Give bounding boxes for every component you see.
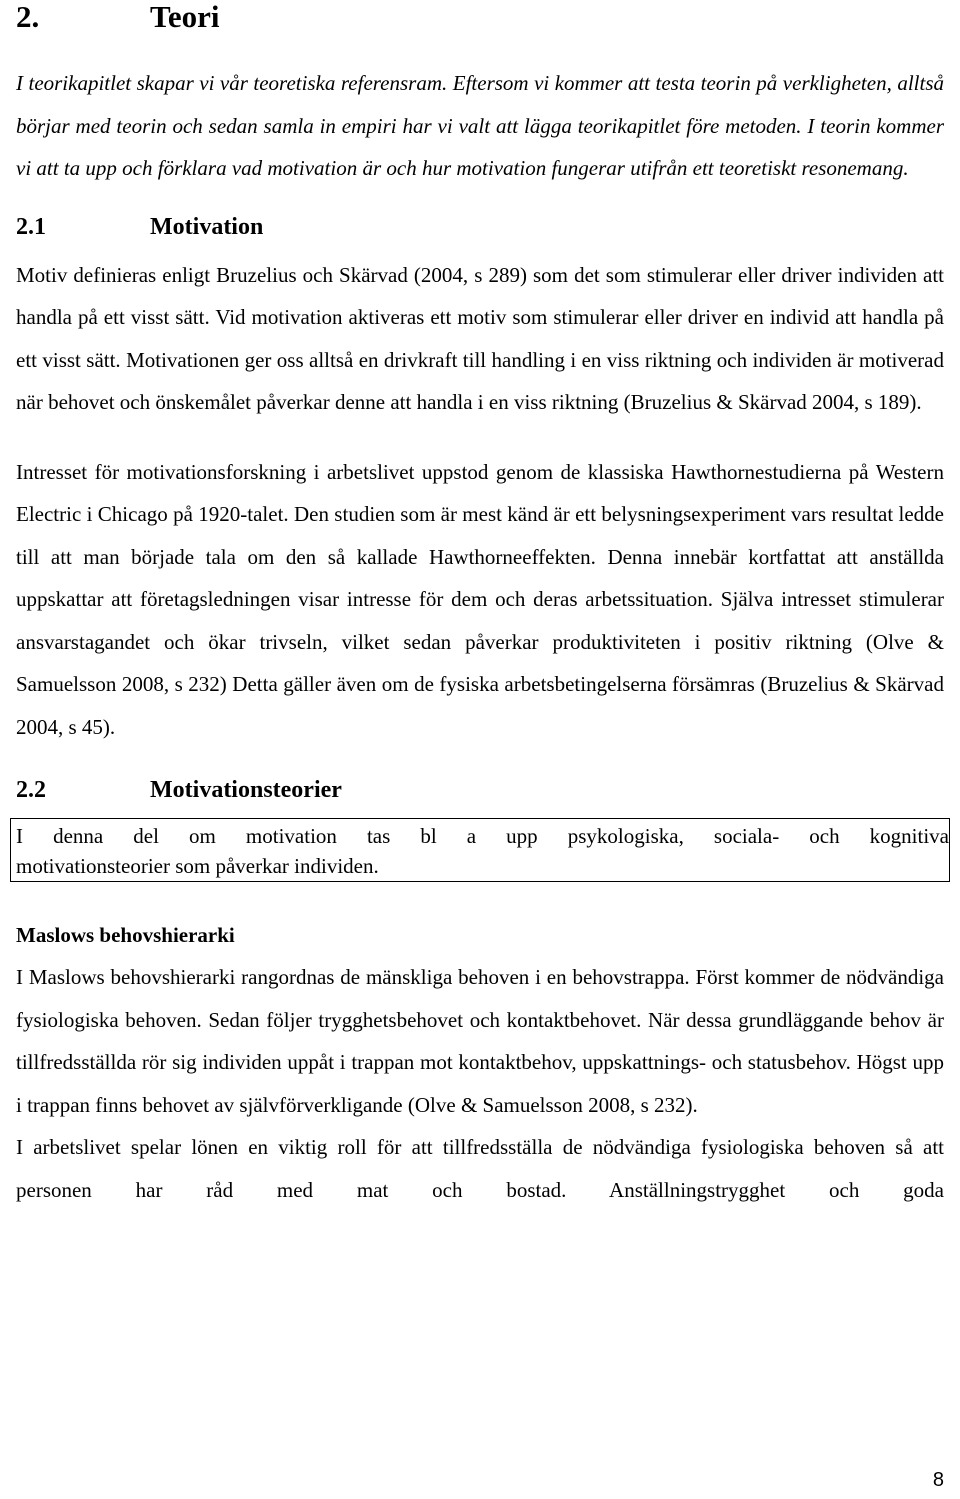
section-number: 2.2 (16, 777, 46, 803)
section-title: Motivationsteorier (150, 777, 342, 803)
paragraph-motiv-definition: Motiv definieras enligt Bruzelius och Skärvad (2004, s 289) som det som stimulerar eller driver individen att handla på ett visst sätt. Vid motivation aktiveras ett motiv som stimulerar eller driver en individ att handla på ett visst sätt. Motivationen ger oss alltså en drivkraft till handling i en viss riktning och individen är motiverad när behovet och önskemålet påverkar denne att handla i en viss riktning (Bruzelius & Skärvad 2004, s 189). (16, 262, 944, 414)
section-heading-2-2 (16, 775, 944, 805)
boxed-summary (10, 818, 950, 882)
page-number: 8 (932, 1469, 944, 1491)
boxed-line: I denna del om motivation tas bl a upp psykologiska, sociala- och kognitiva (16, 824, 949, 848)
boxed-line: motivationsteorier som påverkar individen. (16, 854, 379, 878)
chapter-heading (16, 0, 944, 34)
subheading-maslow: Maslows behovshierarki (16, 923, 235, 947)
section-heading-2-1 (16, 212, 944, 242)
document-page (16, 0, 949, 1211)
chapter-number: 2. (16, 0, 40, 34)
paragraph-lonen: I arbetslivet spelar lönen en viktig roll för att tillfredsställa de nödvändiga fysiologiska behoven så att personen har råd med mat och bostad. Anställningstrygghet och goda (16, 1135, 944, 1202)
section-title: Motivation (150, 213, 264, 240)
section-number: 2.1 (16, 213, 46, 240)
chapter-title: Teori (150, 0, 220, 34)
chapter-intro: I teorikapitlet skapar vi vår teoretiska referensram. Eftersom vi kommer att testa teorin på verkligheten, alltså börjar med teorin och sedan samla in empiri har vi valt att lägga teorikapitlet före metoden. I teorin kommer vi att ta upp och förklara vad motivation är och hur motivation fungerar utifrån ett teoretiskt resonemang. (16, 71, 944, 180)
paragraph-maslow: I Maslows behovshierarki rangordnas de mänskliga behoven i en behovstrappa. Först kommer de nödvändiga fysiologiska behoven. Sedan följer trygghetsbehovet och kontaktbehovet. När dessa grundläggande behov är tillfredsställda rör sig individen uppåt i trappan mot kontaktbehov, uppskattnings- och statusbehov. Högst upp i trappan finns behovet av självförverkligande (Olve & Samuelsson 2008, s 232). (16, 965, 944, 1117)
paragraph-hawthorne: Intresset för motivationsforskning i arbetslivet uppstod genom de klassiska Hawthornestudierna på Western Electric i Chicago på 1920-talet. Den studien som är mest känd är ett belysningsexperiment vars resultat ledde till att man började tala om den så kallade Hawthorneeffekten. Denna innebär kortfattat att anställda uppskattar att företagsledningen visar intresse för dem och deras arbetssituation. Själva intresset stimulerar ansvarstagandet och ökar trivseln, vilket sedan påverkar produktiviteten i positiv riktning (Olve & Samuelsson 2008, s 232) Detta gäller även om de fysiska arbetsbetingelserna försämras (Bruzelius & Skärvad 2004, s 45). (16, 459, 944, 739)
